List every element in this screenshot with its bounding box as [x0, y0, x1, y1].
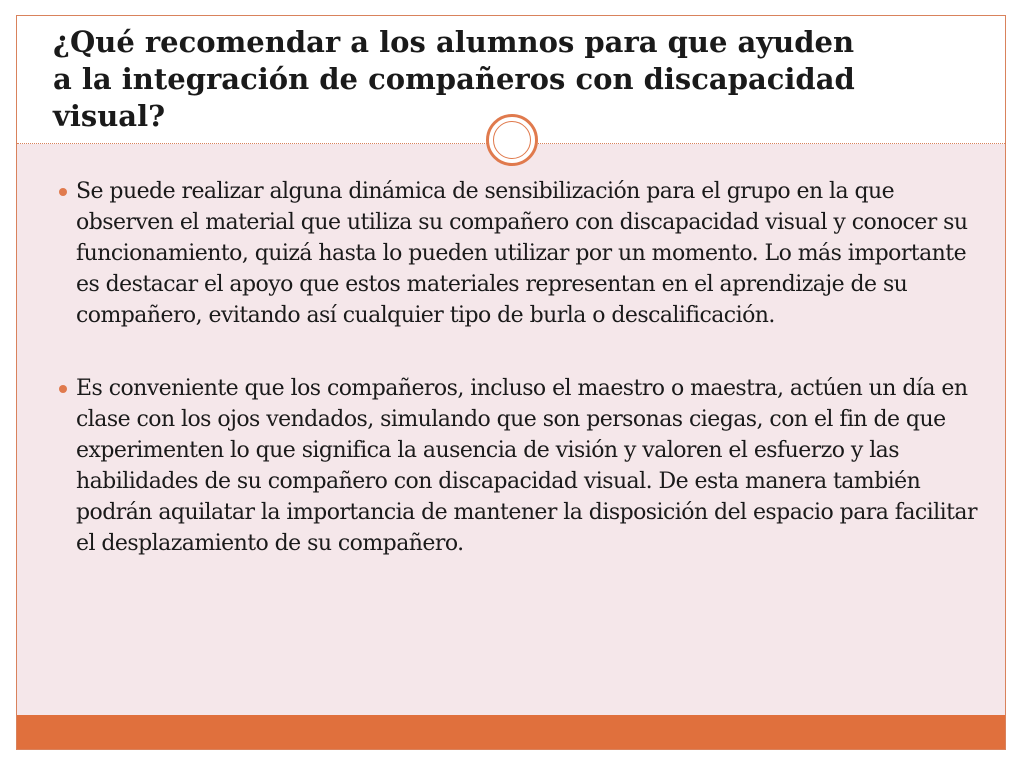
bullet-text: Se puede realizar alguna dinámica de sensibilización para el grupo en la que observen el material que utiliza su compañero con discapacidad visual y conocer su funcionamiento, quizá hasta lo pueden utilizar por un momento. Lo más importante es destacar el apoyo que estos materiales representan en el aprendizaje de su compañero, evitando así cualquier tipo de burla o descalificación. [76, 179, 968, 328]
content-area [17, 144, 1005, 716]
circle-ornament-inner [493, 121, 531, 159]
bullet-dot-icon [59, 188, 67, 196]
bullet-item [59, 176, 979, 331]
slide-title: ¿Qué recomendar a los alumnos para que ayuden a la integración de compañeros con discapacidad visual? [53, 25, 855, 133]
bullet-text: Es conveniente que los compañeros, incluso el maestro o maestra, actúen un día en clase con los ojos vendados, simulando que son personas ciegas, con el fin de que experimenten lo que significa la ausencia de visión y valoren el esfuerzo y las habilidades de su compañero con discapacidad visual. De esta manera también podrán aquilatar la importancia de mantener la disposición del espacio para facilitar el desplazamiento de su compañero. [76, 376, 977, 556]
footer-accent-bar [17, 715, 1005, 749]
bullet-item [59, 373, 979, 559]
circle-ornament-icon [486, 114, 538, 166]
bullet-dot-icon [59, 385, 67, 393]
bullet-list [59, 176, 979, 601]
slide-frame [16, 15, 1006, 750]
